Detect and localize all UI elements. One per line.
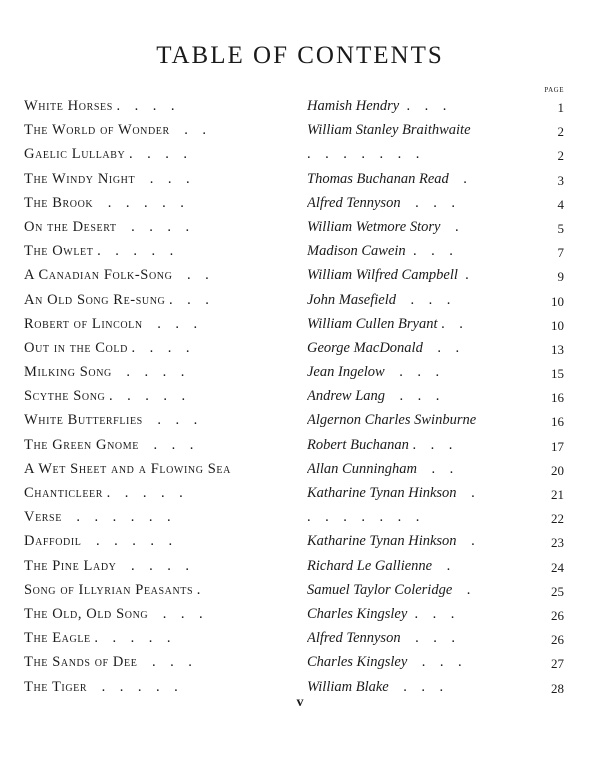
entry-author-leader: . . .	[408, 436, 453, 453]
entry-title-text: The Brook	[24, 194, 94, 211]
contents-entry	[24, 336, 564, 360]
entry-author	[307, 554, 539, 578]
entry-author-leader: . . . . . . .	[307, 509, 420, 526]
entry-author	[307, 94, 539, 118]
entry-author-text: Charles Kingsley	[307, 654, 408, 671]
entry-title	[24, 215, 306, 239]
entry-author	[307, 602, 539, 626]
entry-author	[307, 529, 539, 553]
entry-author	[307, 336, 539, 360]
entry-author-leader: .	[456, 485, 475, 501]
entry-author	[307, 408, 539, 432]
entry-author	[307, 650, 539, 674]
entry-title-leader: . . . .	[125, 146, 187, 163]
contents-entry	[24, 384, 564, 408]
contents-entry	[24, 239, 564, 263]
entry-title	[24, 505, 306, 529]
entry-author-leader: . . .	[400, 194, 455, 211]
contents-entry	[24, 481, 564, 505]
entry-author-text: Alfred Tennyson	[307, 630, 401, 647]
contents-entry	[24, 626, 564, 650]
entry-title-leader: . . . . .	[87, 678, 178, 695]
entry-author-leader: . . .	[388, 678, 444, 695]
entry-title-leader: . . .	[142, 412, 198, 429]
entry-page-number: 16	[551, 390, 564, 406]
contents-entry	[24, 505, 564, 529]
entry-page-number: 20	[551, 462, 564, 478]
entry-title-leader: . . . . .	[90, 630, 171, 647]
entry-title-text: The World of Wonder	[24, 122, 170, 139]
entry-title-text: The Windy Night	[24, 170, 136, 187]
entry-author-text: Thomas Buchanan Read	[307, 170, 449, 187]
entry-page-number: 16	[551, 414, 564, 430]
entry-title-text: An Old Song Re-sung	[24, 291, 166, 308]
entry-author	[307, 433, 539, 457]
entry-page-number: 4	[557, 196, 564, 212]
entry-title	[24, 118, 306, 142]
entry-title-text: Daffodil	[24, 533, 82, 550]
entry-author	[307, 215, 539, 239]
entry-title	[24, 288, 306, 312]
entry-author	[307, 263, 539, 287]
entry-author-text: William Wetmore Story	[307, 218, 441, 235]
contents-entry	[24, 554, 564, 578]
entry-author-leader: . . .	[396, 291, 451, 308]
entry-author-text: Alfred Tennyson	[307, 194, 401, 211]
entry-author	[307, 384, 539, 408]
entry-title-leader: . . .	[142, 315, 198, 332]
entry-author-leader: .	[456, 533, 475, 550]
entry-author-text: Katharine Tynan Hinkson	[307, 533, 457, 550]
entry-title-leader: . . . . .	[105, 388, 186, 405]
entry-author-text: Richard Le Gallienne	[307, 557, 433, 574]
entry-author	[307, 142, 539, 166]
contents-entry	[24, 602, 564, 626]
entry-title-text: White Horses	[24, 98, 113, 114]
entry-author-text: Madison Cawein	[307, 243, 406, 260]
entry-author	[307, 360, 539, 384]
entry-title-text: Scythe Song	[24, 388, 106, 405]
entry-author-text: John Masefield	[307, 291, 396, 308]
entry-author-leader: .	[457, 267, 469, 284]
entry-author-leader: . . .	[400, 630, 455, 647]
entry-author-text: Jean Ingelow	[307, 364, 385, 381]
entry-page-number: 13	[551, 341, 564, 357]
contents-entry	[24, 118, 564, 142]
entry-author-leader: .	[448, 170, 467, 187]
entry-author	[307, 505, 539, 529]
contents-entry	[24, 191, 564, 215]
contents-entry	[24, 433, 564, 457]
entry-author	[307, 167, 539, 191]
entry-title-text: The Old, Old Song	[24, 605, 149, 622]
entry-author-leader: . . . . . . .	[307, 146, 420, 163]
entry-page-number: 28	[551, 680, 564, 696]
entry-author-leader: . . .	[399, 98, 447, 114]
entry-title-leader: . . . . .	[93, 194, 184, 211]
entry-title	[24, 433, 306, 457]
entry-author-text: Katharine Tynan Hinkson	[307, 485, 457, 501]
entry-author	[307, 239, 539, 263]
entry-title	[24, 360, 306, 384]
entry-title-leader: . . . .	[116, 557, 189, 574]
entry-title-text: Song of Illyrian Peasants	[24, 581, 194, 598]
entry-author	[307, 288, 539, 312]
entry-title	[24, 384, 306, 408]
entry-author-text: Robert Buchanan	[307, 436, 409, 453]
entry-title	[24, 94, 306, 118]
entry-author-leader: . . .	[384, 364, 440, 381]
entry-title-leader: . . . . .	[81, 533, 173, 550]
entry-title-leader: . . . .	[112, 98, 175, 114]
entry-page-number: 26	[551, 607, 564, 623]
entry-title	[24, 529, 306, 553]
entry-page-number: 2	[557, 148, 564, 164]
entry-author	[307, 457, 539, 481]
entry-author-text: William Stanley Braithwaite	[307, 122, 471, 139]
contents-entry	[24, 457, 564, 481]
contents-entry	[24, 650, 564, 674]
entry-page-number: 2	[557, 124, 564, 140]
entry-author	[307, 481, 539, 505]
contents-entry	[24, 578, 564, 602]
entry-author	[307, 578, 539, 602]
entry-title	[24, 554, 306, 578]
entry-page-number: 7	[557, 245, 564, 261]
contents-entry	[24, 167, 564, 191]
entry-page-number: 25	[551, 583, 564, 599]
entry-title-text: Verse	[24, 509, 62, 526]
entry-title	[24, 626, 306, 650]
entry-title-leader: . . .	[135, 170, 190, 187]
entry-title-leader: . . .	[138, 436, 194, 453]
entry-page-number: 1	[557, 100, 564, 115]
entry-page-number: 17	[551, 438, 564, 454]
entry-page-number: 3	[557, 172, 564, 188]
entry-page-number: 24	[551, 559, 564, 575]
entry-title-text: Milking Song	[24, 364, 112, 381]
entry-author-leader: .	[432, 557, 451, 574]
entry-page-number: 26	[551, 632, 564, 648]
entry-author-text: Algernon Charles Swinburne	[307, 412, 477, 429]
entry-title-text: Chanticleer	[24, 485, 104, 501]
entry-title	[24, 457, 306, 481]
entry-title-leader: . . . .	[116, 218, 190, 235]
entry-title-text: The Sands of Dee	[24, 654, 138, 671]
entry-title-text: On the Desert	[24, 218, 117, 235]
entry-author-leader: . . .	[405, 243, 453, 260]
entry-author-text: William Wilfred Campbell	[307, 267, 458, 284]
entry-author	[307, 191, 539, 215]
entry-title	[24, 408, 306, 432]
entry-title-leader: . . . .	[127, 339, 190, 356]
entry-title-leader: . . .	[165, 291, 209, 308]
entry-author	[307, 626, 539, 650]
entry-author-leader: . . .	[385, 388, 440, 405]
contents-list	[24, 94, 564, 699]
entry-title-leader: . . . .	[111, 364, 185, 381]
page-number: v	[296, 695, 304, 710]
entry-title-leader: . .	[169, 122, 207, 139]
page-title: TABLE OF CONTENTS	[156, 42, 444, 69]
entry-title	[24, 142, 306, 166]
entry-page-number: 23	[551, 535, 564, 551]
entry-author-leader: . . .	[407, 605, 455, 622]
contents-entry	[24, 263, 564, 287]
entry-title-leader: .	[193, 581, 201, 598]
page-column-label: PAGE	[544, 86, 564, 94]
entry-title	[24, 263, 306, 287]
entry-page-number: 15	[551, 366, 564, 382]
entry-title-text: The Eagle	[24, 630, 91, 647]
entry-author-text: George MacDonald	[307, 339, 423, 356]
entry-author-text: William Blake	[307, 678, 389, 695]
entry-author-text: Andrew Lang	[307, 388, 386, 405]
entry-author-text: Samuel Taylor Coleridge	[307, 581, 453, 598]
entry-author-leader: . .	[437, 315, 463, 332]
entry-page-number: 21	[551, 487, 564, 502]
contents-entry	[24, 360, 564, 384]
entry-page-number: 27	[551, 656, 564, 672]
entry-author-text: Hamish Hendry	[307, 98, 400, 114]
entry-title	[24, 239, 306, 263]
entry-title-leader: . . . . .	[103, 485, 183, 501]
entry-title-text: Out in the Cold	[24, 339, 128, 356]
entry-title	[24, 650, 306, 674]
contents-entry	[24, 408, 564, 432]
contents-entry	[24, 142, 564, 166]
entry-title-text: The Pine Lady	[24, 557, 117, 574]
entry-page-number: 10	[551, 317, 564, 333]
entry-author-text: Allan Cunningham	[307, 460, 417, 477]
contents-entry	[24, 529, 564, 553]
entry-page-number: 9	[557, 269, 564, 285]
entry-title-text: The Tiger	[24, 678, 88, 695]
entry-title-leader: . . . . .	[93, 243, 174, 260]
entry-title-text: The Owlet	[24, 243, 94, 260]
contents-entry	[24, 312, 564, 336]
contents-entry	[24, 288, 564, 312]
entry-title-leader: . . . . . .	[61, 509, 171, 526]
entry-title	[24, 481, 306, 505]
entry-title	[24, 167, 306, 191]
entry-page-number: 22	[551, 511, 564, 527]
entry-title-text: A Canadian Folk-Song	[24, 267, 173, 284]
entry-title-leader: . . .	[137, 654, 192, 671]
entry-title	[24, 191, 306, 215]
entry-author	[307, 312, 539, 336]
entry-title-leader: . .	[172, 267, 209, 284]
entry-title	[24, 312, 306, 336]
entry-author-leader: .	[440, 218, 459, 235]
entry-author-leader: .	[452, 581, 471, 598]
contents-entry	[24, 215, 564, 239]
entry-author-text: Charles Kingsley	[307, 605, 408, 622]
entry-title-leader: . . .	[148, 605, 203, 622]
entry-author-leader: . . .	[407, 654, 462, 671]
entry-author	[307, 118, 539, 142]
entry-page-number: 10	[551, 293, 564, 309]
entry-title	[24, 578, 306, 602]
entry-author-leader: . .	[422, 339, 460, 356]
contents-entry	[24, 94, 564, 118]
entry-title-text: White Butterflies	[24, 412, 143, 429]
entry-title	[24, 602, 306, 626]
entry-title-text: The Green Gnome	[24, 436, 139, 453]
entry-title-text: Robert of Lincoln	[24, 315, 143, 332]
entry-author-leader: . .	[416, 460, 454, 477]
entry-author-text: William Cullen Bryant	[307, 315, 438, 332]
entry-title-text: Gaelic Lullaby	[24, 146, 126, 163]
entry-page-number: 5	[557, 220, 564, 236]
entry-title	[24, 336, 306, 360]
entry-title-text: A Wet Sheet and a Flowing Sea	[24, 460, 231, 477]
